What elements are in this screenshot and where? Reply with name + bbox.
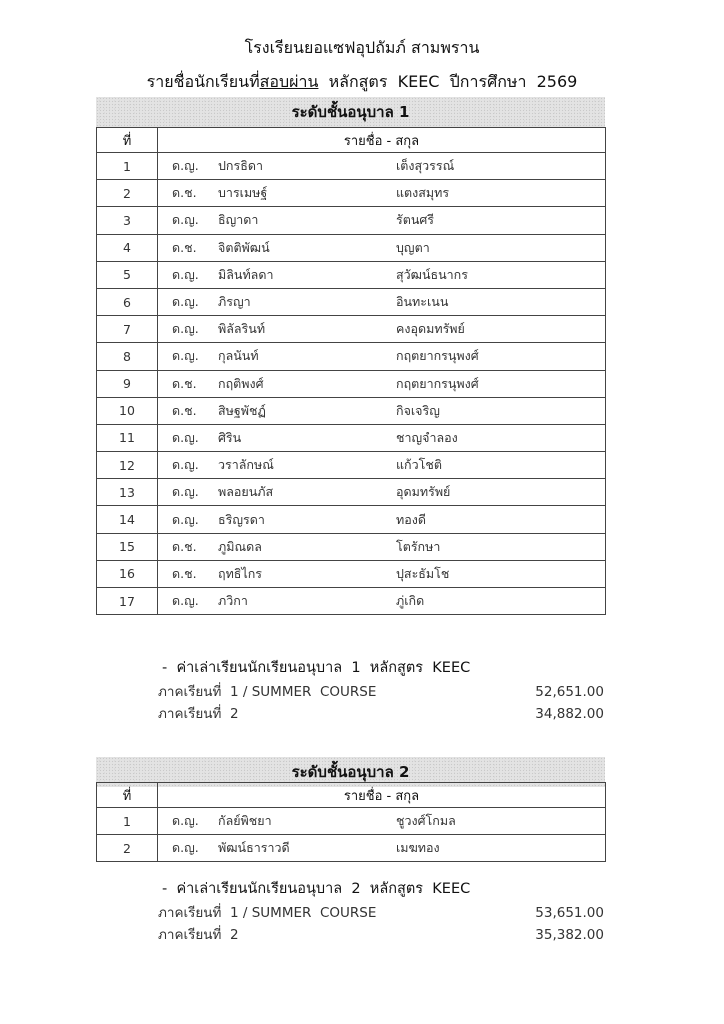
- student-last-name: ชาญจำลอง: [396, 429, 458, 445]
- student-number: 7: [97, 316, 158, 343]
- student-number: 8: [97, 343, 158, 370]
- student-name-cell: [158, 560, 606, 587]
- fee-row: [158, 681, 604, 703]
- table-header-row: [97, 783, 606, 808]
- table-row: [97, 808, 606, 835]
- fee-amount: 53,651.00: [535, 905, 604, 921]
- student-name-cell: [158, 180, 606, 207]
- student-name-cell: [158, 234, 606, 261]
- student-number: 12: [97, 452, 158, 479]
- column-header-name: รายชื่อ - สกุล: [158, 128, 606, 153]
- student-name-cell: [158, 261, 606, 288]
- student-prefix: ด.ญ.: [172, 429, 199, 445]
- student-last-name: เมฆทอง: [396, 840, 440, 856]
- student-prefix: ด.ญ.: [172, 813, 199, 829]
- student-name-cell: [158, 808, 606, 835]
- student-last-name: รัตนศรี: [396, 212, 435, 228]
- table-row: [97, 452, 606, 479]
- student-prefix: ด.ญ.: [172, 593, 199, 609]
- student-name-cell: [158, 288, 606, 315]
- fee-amount: 52,651.00: [535, 684, 604, 700]
- student-number: 2: [97, 835, 158, 862]
- fee-row: [158, 924, 604, 946]
- student-number: 14: [97, 506, 158, 533]
- student-name-cell: [158, 397, 606, 424]
- student-first-name: ภูมิณดล: [218, 538, 262, 554]
- student-table-k1: [96, 127, 606, 615]
- student-first-name: กุลนันท์: [218, 348, 259, 364]
- student-prefix: ด.ญ.: [172, 840, 199, 856]
- student-last-name: บุญตา: [396, 239, 430, 255]
- student-last-name: อินทะเนน: [396, 294, 449, 310]
- table-row: [97, 835, 606, 862]
- student-name-cell: [158, 153, 606, 180]
- fee-amount: 35,382.00: [535, 927, 604, 943]
- student-name-cell: [158, 479, 606, 506]
- student-last-name: อุดมทรัพย์: [396, 484, 451, 500]
- student-name-cell: [158, 207, 606, 234]
- student-prefix: ด.ช.: [172, 402, 197, 418]
- student-first-name: บารเมษฐ์: [218, 185, 268, 201]
- level-title-k2: ระดับชั้นอนุบาล 2: [96, 757, 605, 787]
- table-row: [97, 370, 606, 397]
- student-first-name: ศิริน: [218, 429, 242, 445]
- student-last-name: ปุสะธัมโช: [396, 565, 450, 581]
- column-header-name: รายชื่อ - สกุล: [158, 783, 606, 808]
- table-row: [97, 479, 606, 506]
- student-prefix: ด.ญ.: [172, 294, 199, 310]
- fee-row: [158, 902, 604, 924]
- student-name-cell: [158, 588, 606, 615]
- student-first-name: ธิญาดา: [218, 212, 259, 228]
- student-table-body-k1: [97, 153, 606, 615]
- subtitle-status-underlined: สอบผ่าน: [259, 72, 319, 91]
- student-first-name: ภิรญา: [218, 294, 251, 310]
- fee-label: ภาคเรียนที่ 1 / SUMMER COURSE: [158, 684, 377, 700]
- student-prefix: ด.ญ.: [172, 266, 199, 282]
- student-prefix: ด.ญ.: [172, 321, 199, 337]
- table-row: [97, 261, 606, 288]
- fee-title: - ค่าเล่าเรียนนักเรียนอนุบาล 2 หลักสูตร KEEC: [162, 881, 471, 897]
- student-first-name: วราลักษณ์: [218, 457, 274, 473]
- student-number: 11: [97, 424, 158, 451]
- column-header-number: ที่: [97, 128, 158, 153]
- student-name-cell: [158, 835, 606, 862]
- school-name: โรงเรียนยอแซฟอุปถัมภ์ สามพราน: [244, 38, 480, 57]
- student-last-name: ภู่เกิด: [396, 593, 425, 609]
- table-row: [97, 588, 606, 615]
- student-first-name: ธริญรดา: [218, 511, 265, 527]
- table-row: [97, 506, 606, 533]
- student-prefix: ด.ช.: [172, 375, 197, 391]
- table-row: [97, 207, 606, 234]
- student-number: 17: [97, 588, 158, 615]
- student-number: 2: [97, 180, 158, 207]
- student-name-cell: [158, 424, 606, 451]
- table-row: [97, 560, 606, 587]
- table-row: [97, 316, 606, 343]
- table-row: [97, 180, 606, 207]
- student-number: 16: [97, 560, 158, 587]
- student-name-cell: [158, 343, 606, 370]
- student-prefix: ด.ญ.: [172, 158, 199, 174]
- table-row: [97, 234, 606, 261]
- student-prefix: ด.ญ.: [172, 212, 199, 228]
- student-first-name: ภวิกา: [218, 593, 248, 609]
- student-number: 13: [97, 479, 158, 506]
- student-last-name: เต็งสุวรรณ์: [396, 158, 455, 174]
- document-subtitle: [0, 70, 724, 95]
- student-first-name: ฤทธิไกร: [218, 565, 263, 581]
- fee-block-k2: [158, 876, 604, 946]
- student-last-name: โตรักษา: [396, 538, 441, 554]
- student-number: 4: [97, 234, 158, 261]
- table-header-row: [97, 128, 606, 153]
- subtitle-prefix: รายชื่อนักเรียนที่: [146, 72, 260, 91]
- student-name-cell: [158, 316, 606, 343]
- table-row: [97, 424, 606, 451]
- student-first-name: สิษฐพัชฏ์: [218, 402, 266, 418]
- student-table-k2: [96, 782, 606, 862]
- student-last-name: แตงสมุทร: [396, 185, 450, 201]
- student-table-body-k2: [97, 808, 606, 862]
- fee-label: ภาคเรียนที่ 2: [158, 706, 239, 722]
- student-prefix: ด.ญ.: [172, 511, 199, 527]
- student-last-name: ชูวงศ์โกมล: [396, 813, 456, 829]
- fee-block-k1: [158, 655, 604, 725]
- fee-row: [158, 703, 604, 725]
- student-last-name: ทองดี: [396, 511, 426, 527]
- table-row: [97, 288, 606, 315]
- fee-title: - ค่าเล่าเรียนนักเรียนอนุบาล 1 หลักสูตร KEEC: [162, 660, 471, 676]
- student-number: 10: [97, 397, 158, 424]
- table-row: [97, 343, 606, 370]
- student-first-name: ปกรธิดา: [218, 158, 263, 174]
- column-header-number: ที่: [97, 783, 158, 808]
- student-number: 15: [97, 533, 158, 560]
- student-first-name: พิลัลรินท์: [218, 321, 266, 337]
- student-prefix: ด.ญ.: [172, 484, 199, 500]
- student-first-name: กฤติพงศ์: [218, 375, 264, 391]
- student-prefix: ด.ญ.: [172, 348, 199, 364]
- student-name-cell: [158, 452, 606, 479]
- fee-label: ภาคเรียนที่ 2: [158, 927, 239, 943]
- table-row: [97, 533, 606, 560]
- student-last-name: กิจเจริญ: [396, 402, 440, 418]
- table-row: [97, 397, 606, 424]
- student-number: 6: [97, 288, 158, 315]
- student-first-name: พลอยนภัส: [218, 484, 274, 500]
- student-first-name: กัลย์พิชยา: [218, 813, 272, 829]
- student-last-name: แก้วโชติ: [396, 457, 442, 473]
- student-number: 9: [97, 370, 158, 397]
- student-prefix: ด.ช.: [172, 538, 197, 554]
- student-last-name: คงอุดมทรัพย์: [396, 321, 465, 337]
- student-prefix: ด.ญ.: [172, 457, 199, 473]
- student-prefix: ด.ช.: [172, 565, 197, 581]
- subtitle-suffix: หลักสูตร KEEC ปีการศึกษา 2569: [318, 72, 578, 91]
- student-last-name: สุวัฒน์ธนากร: [396, 266, 468, 282]
- student-first-name: มิลินท์ลดา: [218, 266, 274, 282]
- student-number: 3: [97, 207, 158, 234]
- student-name-cell: [158, 506, 606, 533]
- fee-label: ภาคเรียนที่ 1 / SUMMER COURSE: [158, 905, 377, 921]
- table-row: [97, 153, 606, 180]
- student-first-name: จิตติพัฒน์: [218, 239, 270, 255]
- student-last-name: กฤตยากรนุพงศ์: [396, 375, 479, 391]
- level-title-k1: ระดับชั้นอนุบาล 1: [96, 97, 605, 127]
- student-prefix: ด.ช.: [172, 239, 197, 255]
- student-first-name: พัฒน์ธาราวดี: [218, 840, 290, 856]
- student-number: 5: [97, 261, 158, 288]
- student-number: 1: [97, 808, 158, 835]
- student-last-name: กฤตยากรนุพงศ์: [396, 348, 479, 364]
- fee-amount: 34,882.00: [535, 706, 604, 722]
- student-number: 1: [97, 153, 158, 180]
- student-prefix: ด.ช.: [172, 185, 197, 201]
- student-name-cell: [158, 370, 606, 397]
- student-name-cell: [158, 533, 606, 560]
